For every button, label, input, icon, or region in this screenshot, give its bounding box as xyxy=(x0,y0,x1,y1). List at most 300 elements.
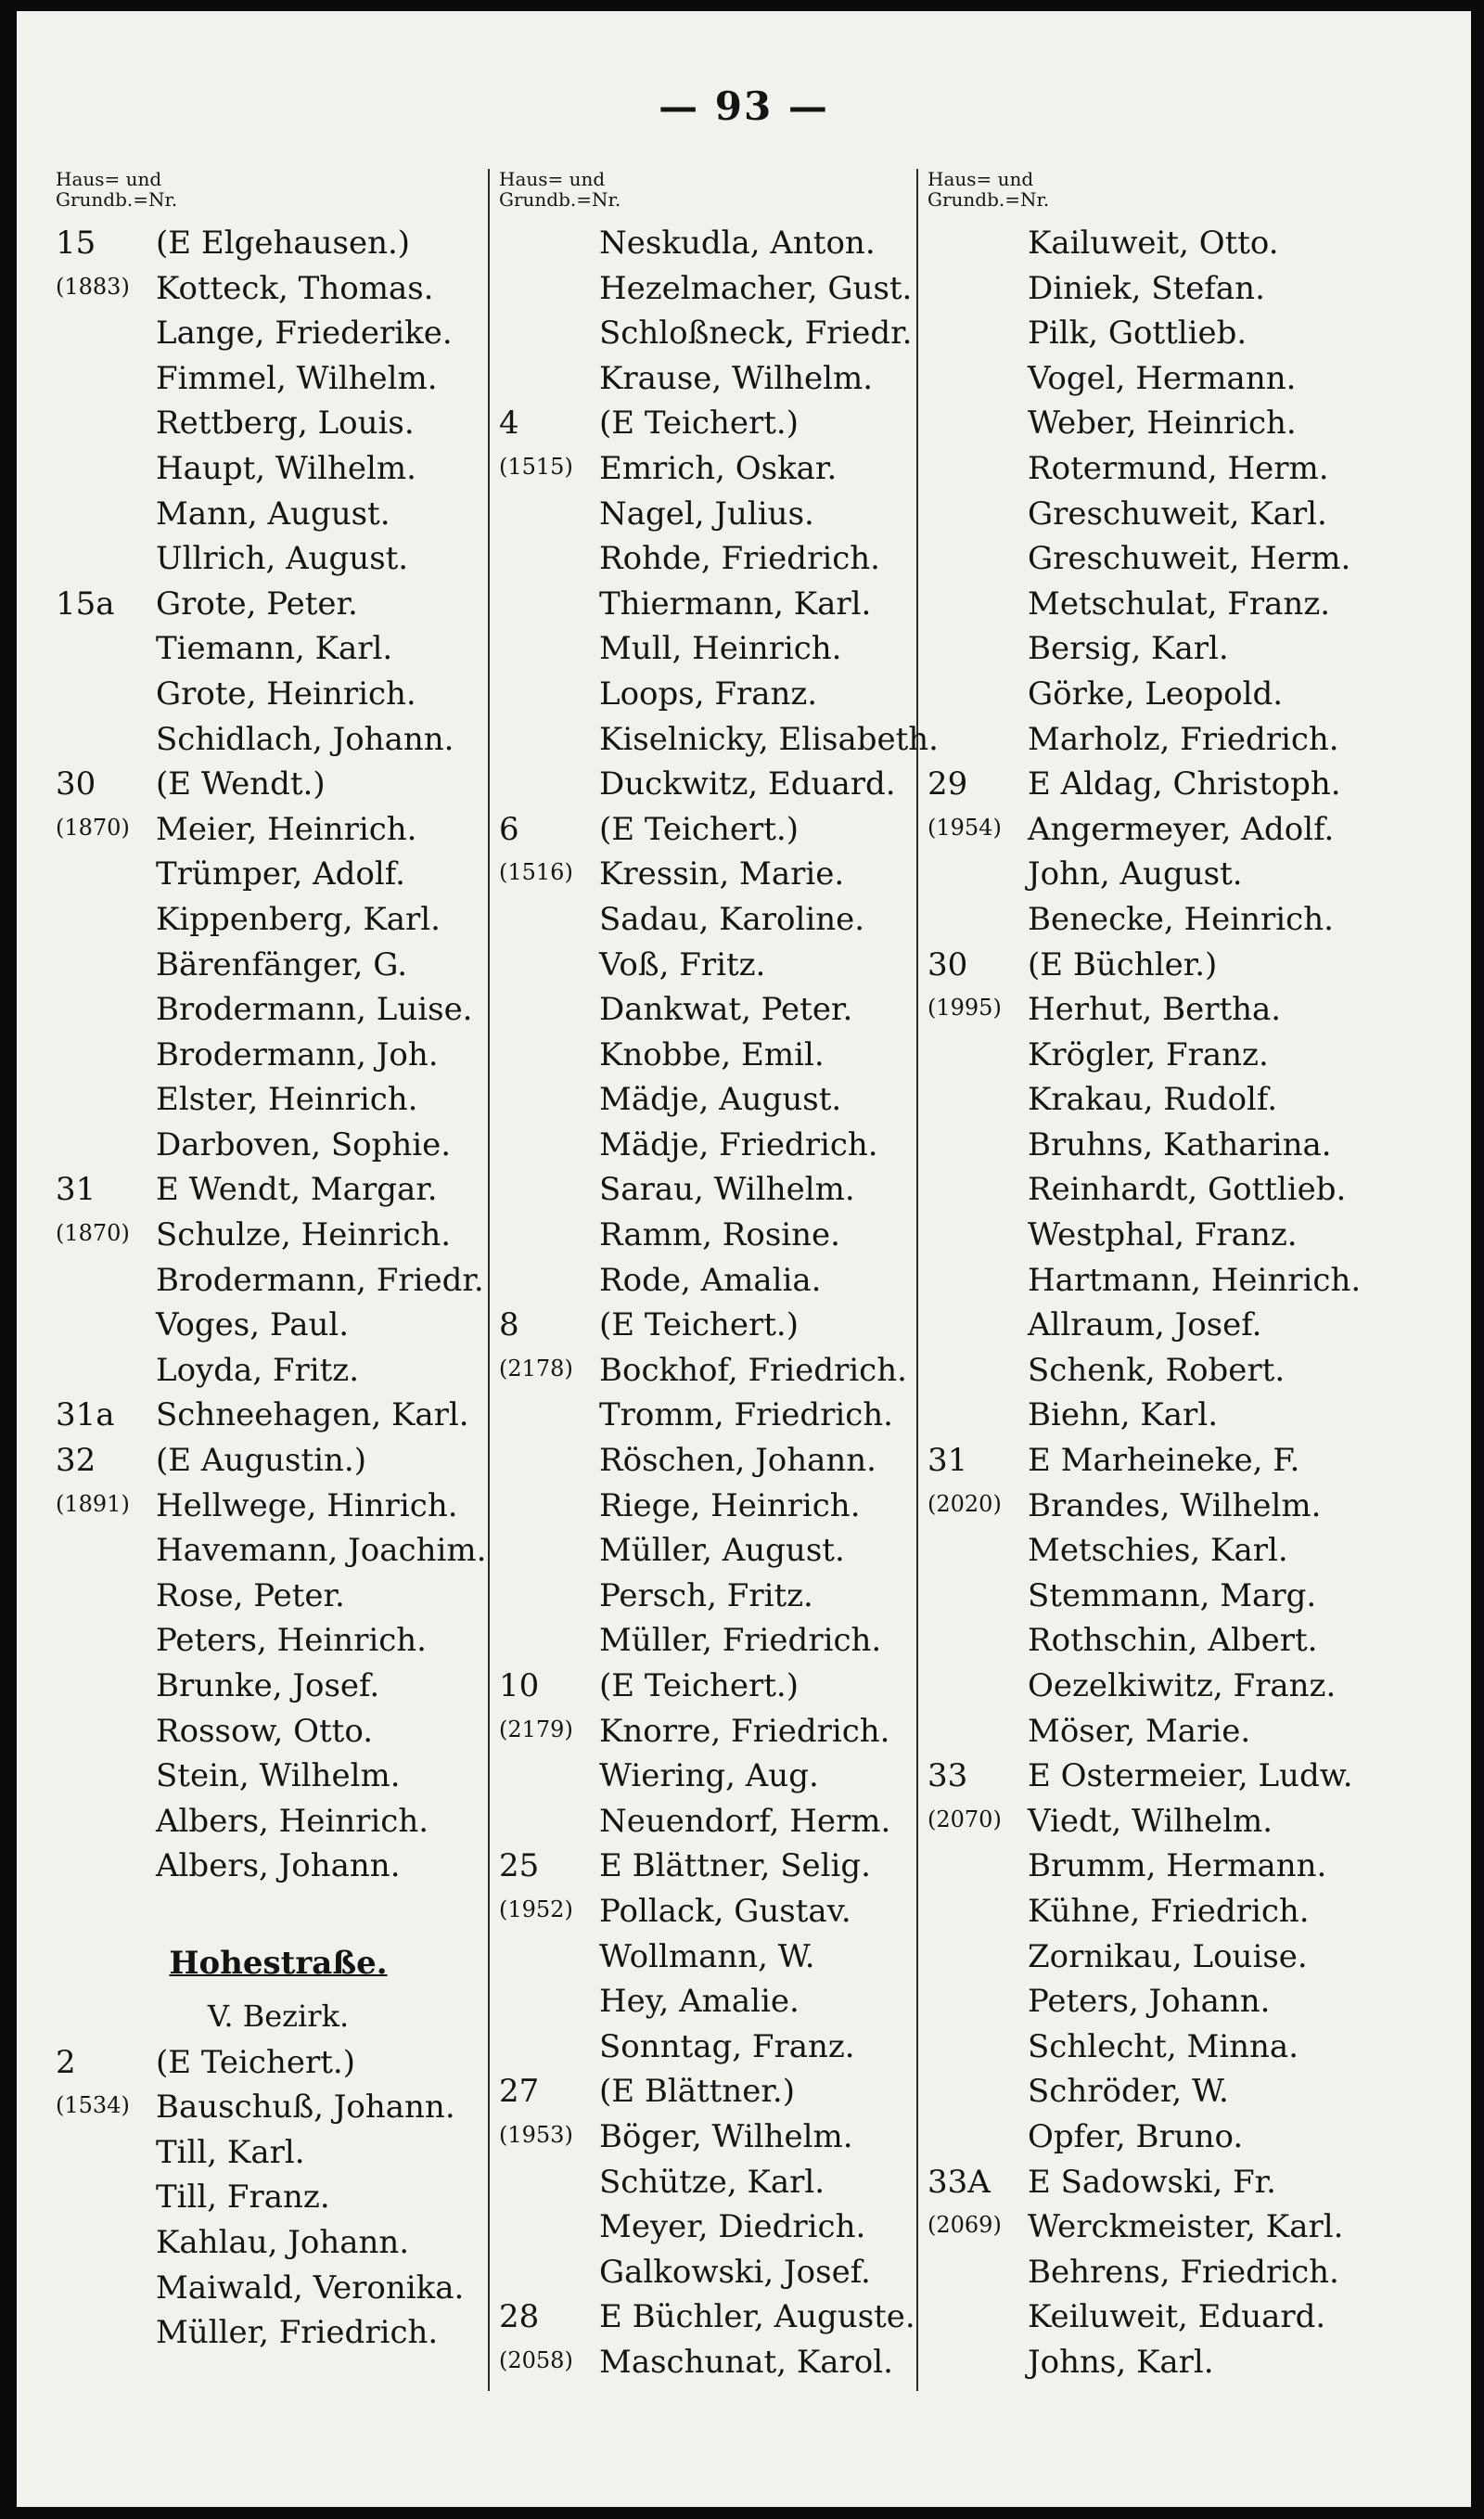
resident-name: Keiluweit, Eduard. xyxy=(1028,2298,1326,2336)
house-number: 33A xyxy=(928,2163,991,2201)
resident-name: Brodermann, Joh. xyxy=(156,1035,439,1073)
list-item xyxy=(499,672,944,717)
resident-name: Ullrich, August. xyxy=(156,540,409,578)
resident-name: Lange, Friederike. xyxy=(156,315,453,353)
resident-name: (E Büchler.) xyxy=(1028,945,1218,983)
column-header-line: Grundb.=Nr. xyxy=(499,188,621,211)
list-item xyxy=(56,1167,501,1213)
list-item xyxy=(928,2160,1410,2205)
list-item xyxy=(499,401,944,446)
list-item xyxy=(928,2250,1410,2295)
house-number: 2 xyxy=(56,2043,76,2081)
list-item xyxy=(928,1393,1410,1438)
resident-name: Müller, August. xyxy=(599,1532,845,1570)
list-item xyxy=(928,446,1410,492)
resident-name: Galkowski, Josef. xyxy=(599,2253,871,2291)
resident-name: (E Teichert.) xyxy=(156,2043,355,2081)
resident-name: Schneehagen, Karl. xyxy=(156,1396,469,1434)
resident-name: Hartmann, Heinrich. xyxy=(1028,1261,1362,1299)
list-item xyxy=(499,1889,944,1934)
list-item xyxy=(499,446,944,492)
list-item xyxy=(928,266,1410,312)
list-item xyxy=(928,1033,1410,1078)
resident-name: Krause, Wilhelm. xyxy=(599,359,874,397)
list-item xyxy=(56,1484,501,1529)
list-item xyxy=(56,852,501,897)
resident-name: Neuendorf, Herm. xyxy=(599,1802,891,1840)
list-item xyxy=(928,1799,1410,1844)
list-item xyxy=(499,1213,944,1258)
house-number: (1891) xyxy=(56,1490,130,1517)
list-item xyxy=(928,672,1410,717)
house-number: (2020) xyxy=(928,1490,1002,1517)
list-item xyxy=(928,1348,1410,1394)
resident-name: Thiermann, Karl. xyxy=(599,585,872,623)
resident-name: Voges, Paul. xyxy=(156,1306,350,1344)
list-item xyxy=(928,1213,1410,1258)
house-number: (2069) xyxy=(928,2212,1002,2239)
list-item xyxy=(499,1664,944,1709)
resident-name: John, August. xyxy=(1028,855,1243,893)
resident-name: Werckmeister, Karl. xyxy=(1028,2208,1344,2246)
list-item xyxy=(499,311,944,356)
house-number: (2178) xyxy=(499,1355,573,1382)
resident-name: Rotermund, Herm. xyxy=(1028,449,1329,487)
resident-name: Vogel, Hermann. xyxy=(1028,359,1297,397)
resident-name: Krögler, Franz. xyxy=(1028,1035,1269,1073)
list-item xyxy=(928,1528,1410,1574)
list-item xyxy=(499,1303,944,1348)
list-item xyxy=(56,1438,501,1484)
list-item xyxy=(928,1258,1410,1304)
list-item xyxy=(928,1934,1410,1980)
house-number: 15 xyxy=(56,225,96,262)
list-item xyxy=(499,1934,944,1980)
list-item xyxy=(499,582,944,627)
resident-name: Stein, Wilhelm. xyxy=(156,1757,401,1795)
resident-name: Bockhof, Friedrich. xyxy=(599,1351,907,1389)
resident-name: Metschulat, Franz. xyxy=(1028,585,1331,623)
list-item xyxy=(928,1618,1410,1664)
column-1 xyxy=(56,169,501,2356)
list-item xyxy=(56,1303,501,1348)
resident-name: Sadau, Karoline. xyxy=(599,900,865,938)
list-item xyxy=(928,852,1410,897)
resident-name: Krakau, Rudolf. xyxy=(1028,1081,1278,1119)
list-item xyxy=(928,221,1410,266)
resident-name: Röschen, Johann. xyxy=(599,1442,876,1480)
resident-name: Schlecht, Minna. xyxy=(1028,2027,1299,2065)
resident-name: Bauschuß, Johann. xyxy=(156,2088,455,2127)
resident-name: Darboven, Sophie. xyxy=(156,1125,452,1163)
list-item xyxy=(928,987,1410,1033)
list-item xyxy=(56,221,501,266)
list-item xyxy=(499,1033,944,1078)
resident-name: Kailuweit, Otto. xyxy=(1028,225,1279,262)
house-number: (1954) xyxy=(928,814,1002,841)
list-item xyxy=(928,1979,1410,2024)
list-item xyxy=(56,582,501,627)
resident-name: Emrich, Oskar. xyxy=(599,449,838,487)
house-number: 10 xyxy=(499,1667,540,1704)
list-item xyxy=(56,1213,501,1258)
resident-name: Zornikau, Louise. xyxy=(1028,1937,1308,1975)
house-number: 8 xyxy=(499,1306,519,1344)
resident-name: Albers, Johann. xyxy=(156,1847,401,1885)
list-item xyxy=(499,762,944,807)
resident-name: Maschunat, Karol. xyxy=(599,2343,893,2381)
resident-name: (E Teichert.) xyxy=(599,1667,799,1704)
resident-name: Rode, Amalia. xyxy=(599,1261,822,1299)
resident-name: Peters, Johann. xyxy=(1028,1983,1271,2021)
district-label: V. Bezirk. xyxy=(207,1998,350,2034)
resident-name: E Wendt, Margar. xyxy=(156,1171,438,1209)
resident-name: Schidlach, Johann. xyxy=(156,720,454,758)
resident-name: Duckwitz, Eduard. xyxy=(599,765,896,803)
list-item xyxy=(56,2040,501,2086)
house-number: (1515) xyxy=(499,453,573,480)
house-number: 4 xyxy=(499,405,519,443)
list-item xyxy=(56,1754,501,1799)
resident-name: Mull, Heinrich. xyxy=(599,630,842,668)
list-item xyxy=(56,2130,501,2176)
list-item xyxy=(499,626,944,672)
list-item xyxy=(928,2204,1410,2250)
house-number: (1870) xyxy=(56,1220,130,1247)
resident-name: Benecke, Heinrich. xyxy=(1028,900,1334,938)
resident-name: Mädje, August. xyxy=(599,1081,842,1119)
resident-name: Rohde, Friedrich. xyxy=(599,540,880,578)
column-header-line: Haus= und xyxy=(499,168,606,190)
list-item xyxy=(499,536,944,582)
resident-name: Loops, Franz. xyxy=(599,675,818,713)
house-number: 31 xyxy=(56,1171,96,1209)
list-item xyxy=(499,1618,944,1664)
list-item xyxy=(499,717,944,763)
list-item xyxy=(928,1754,1410,1799)
list-item xyxy=(56,943,501,988)
list-item xyxy=(928,1303,1410,1348)
list-item xyxy=(499,1709,944,1754)
resident-name: Weber, Heinrich. xyxy=(1028,405,1297,443)
list-item xyxy=(928,2294,1410,2340)
house-number: (2179) xyxy=(499,1716,573,1742)
resident-name: Angermeyer, Adolf. xyxy=(1028,810,1335,848)
list-item xyxy=(499,943,944,988)
resident-name: Johns, Karl. xyxy=(1028,2343,1214,2381)
resident-name: Schröder, W. xyxy=(1028,2073,1229,2111)
resident-name: Mädje, Friedrich. xyxy=(599,1125,878,1163)
resident-name: Reinhardt, Gottlieb. xyxy=(1028,1171,1347,1209)
house-number: (1953) xyxy=(499,2121,573,2148)
house-number: 32 xyxy=(56,1442,96,1480)
house-number: (1883) xyxy=(56,273,130,300)
resident-name: Tromm, Friedrich. xyxy=(599,1396,893,1434)
list-item xyxy=(928,2114,1410,2160)
resident-name: (E Teichert.) xyxy=(599,405,799,443)
house-number: (2070) xyxy=(928,1806,1002,1832)
column-header xyxy=(499,169,944,221)
house-number: 25 xyxy=(499,1847,540,1885)
resident-name: Viedt, Wilhelm. xyxy=(1028,1802,1273,1840)
list-item xyxy=(499,1438,944,1484)
resident-name: E Sadowski, Fr. xyxy=(1028,2163,1276,2201)
list-item xyxy=(928,807,1410,853)
resident-name: E Blättner, Selig. xyxy=(599,1847,871,1885)
resident-name: E Aldag, Christoph. xyxy=(1028,765,1341,803)
list-item xyxy=(56,2266,501,2311)
column-header-line: Grundb.=Nr. xyxy=(56,188,178,211)
resident-name: Schulze, Heinrich. xyxy=(156,1216,452,1254)
resident-name: Westphal, Franz. xyxy=(1028,1216,1298,1254)
house-number: 31a xyxy=(56,1396,115,1434)
resident-name: Wiering, Aug. xyxy=(599,1757,819,1795)
list-item xyxy=(928,1889,1410,1934)
resident-name: Möser, Marie. xyxy=(1028,1712,1251,1750)
resident-name: Voß, Fritz. xyxy=(599,945,766,983)
list-item xyxy=(928,582,1410,627)
list-item xyxy=(928,536,1410,582)
resident-name: Loyda, Fritz. xyxy=(156,1351,360,1389)
list-item xyxy=(56,1709,501,1754)
resident-name: Kiselnicky, Elisabeth. xyxy=(599,720,939,758)
resident-name: Bruhns, Katharina. xyxy=(1028,1125,1332,1163)
list-item xyxy=(499,2294,944,2340)
resident-name: Peters, Heinrich. xyxy=(156,1622,427,1660)
resident-name: Ramm, Rosine. xyxy=(599,1216,840,1254)
list-item xyxy=(56,1077,501,1123)
resident-name: Meyer, Diedrich. xyxy=(599,2208,866,2246)
list-item xyxy=(499,1799,944,1844)
resident-name: Brunke, Josef. xyxy=(156,1667,380,1704)
resident-name: Brodermann, Friedr. xyxy=(156,1261,484,1299)
list-item xyxy=(56,1123,501,1168)
list-item xyxy=(56,672,501,717)
list-item xyxy=(499,1258,944,1304)
house-number: 30 xyxy=(56,765,96,803)
list-item xyxy=(499,1754,944,1799)
list-item xyxy=(56,897,501,943)
list-item xyxy=(928,1438,1410,1484)
list-item xyxy=(499,1528,944,1574)
list-item xyxy=(928,311,1410,356)
resident-name: Persch, Fritz. xyxy=(599,1576,813,1614)
resident-name: Schütze, Karl. xyxy=(599,2163,825,2201)
house-number: 31 xyxy=(928,1442,968,1480)
list-item xyxy=(499,1574,944,1619)
list-item xyxy=(56,717,501,763)
resident-name: Rose, Peter. xyxy=(156,1576,345,1614)
list-item xyxy=(499,1348,944,1394)
list-item xyxy=(56,356,501,402)
resident-name: Brandes, Wilhelm. xyxy=(1028,1486,1322,1524)
list-item xyxy=(928,2024,1410,2070)
list-item xyxy=(499,2114,944,2160)
column-header-line: Haus= und xyxy=(56,168,162,190)
resident-name: Stemmann, Marg. xyxy=(1028,1576,1317,1614)
resident-name: Nagel, Julius. xyxy=(599,495,814,533)
resident-name: (E Blättner.) xyxy=(599,2073,795,2111)
page-number: — 93 — xyxy=(659,84,829,129)
list-item xyxy=(928,1123,1410,1168)
list-item xyxy=(499,807,944,853)
list-item xyxy=(928,1574,1410,1619)
resident-name: Kahlau, Johann. xyxy=(156,2223,410,2261)
column-3 xyxy=(928,169,1410,2385)
list-item xyxy=(928,626,1410,672)
list-item xyxy=(499,1393,944,1438)
resident-name: Müller, Friedrich. xyxy=(156,2314,439,2352)
resident-name: (E Wendt.) xyxy=(156,765,326,803)
resident-name: Albers, Heinrich. xyxy=(156,1802,429,1840)
list-item xyxy=(56,626,501,672)
list-item xyxy=(499,2204,944,2250)
list-item xyxy=(928,897,1410,943)
list-item xyxy=(56,1664,501,1709)
list-item xyxy=(928,2069,1410,2114)
resident-name: Bärenfänger, G. xyxy=(156,945,408,983)
list-item xyxy=(499,1979,944,2024)
list-item xyxy=(928,356,1410,402)
resident-name: Brodermann, Luise. xyxy=(156,991,473,1029)
list-item xyxy=(56,807,501,853)
list-item xyxy=(56,2175,501,2220)
list-item xyxy=(56,311,501,356)
house-number: 29 xyxy=(928,765,968,803)
list-item xyxy=(499,1167,944,1213)
resident-name: Meier, Heinrich. xyxy=(156,810,417,848)
list-item xyxy=(56,492,501,537)
resident-name: Pilk, Gottlieb. xyxy=(1028,315,1247,353)
list-item xyxy=(928,943,1410,988)
resident-name: Grote, Heinrich. xyxy=(156,675,416,713)
resident-name: Müller, Friedrich. xyxy=(599,1622,882,1660)
list-item xyxy=(56,536,501,582)
resident-name: Diniek, Stefan. xyxy=(1028,269,1265,307)
list-item xyxy=(56,1393,501,1438)
resident-name: Kippenberg, Karl. xyxy=(156,900,441,938)
resident-name: Wollmann, W. xyxy=(599,1937,815,1975)
list-item xyxy=(499,1844,944,1889)
resident-name: Behrens, Friedrich. xyxy=(1028,2253,1339,2291)
column-header-line: Haus= und xyxy=(928,168,1034,190)
list-item xyxy=(499,2250,944,2295)
column-2 xyxy=(499,169,944,2385)
house-number: 6 xyxy=(499,810,519,848)
list-item xyxy=(56,1258,501,1304)
column-header xyxy=(928,169,1410,221)
resident-name: Tiemann, Karl. xyxy=(156,630,393,668)
resident-name: Rothschin, Albert. xyxy=(1028,1622,1318,1660)
resident-name: Dankwat, Peter. xyxy=(599,991,853,1029)
resident-name: Oezelkiwitz, Franz. xyxy=(1028,1667,1337,1704)
resident-name: Sonntag, Franz. xyxy=(599,2027,855,2065)
house-number: 28 xyxy=(499,2298,540,2336)
house-number: (1516) xyxy=(499,859,573,886)
list-item xyxy=(499,852,944,897)
resident-name: Bersig, Karl. xyxy=(1028,630,1229,668)
resident-name: (E Teichert.) xyxy=(599,1306,799,1344)
resident-name: Fimmel, Wilhelm. xyxy=(156,359,438,397)
house-number: (1534) xyxy=(56,2092,130,2119)
house-number: 33 xyxy=(928,1757,968,1795)
list-item xyxy=(56,1799,501,1844)
resident-name: Hezelmacher, Gust. xyxy=(599,269,913,307)
list-item xyxy=(56,1348,501,1394)
list-item xyxy=(928,717,1410,763)
resident-name: (E Teichert.) xyxy=(599,810,799,848)
list-item xyxy=(499,266,944,312)
list-item xyxy=(499,356,944,402)
list-item xyxy=(56,1528,501,1574)
list-item xyxy=(928,1844,1410,1889)
resident-name: (E Augustin.) xyxy=(156,1442,366,1480)
resident-name: Elster, Heinrich. xyxy=(156,1081,418,1119)
list-item xyxy=(56,2310,501,2356)
resident-name: (E Elgehausen.) xyxy=(156,225,411,262)
list-item xyxy=(499,1484,944,1529)
resident-name: Haupt, Wilhelm. xyxy=(156,449,416,487)
list-item xyxy=(56,1033,501,1078)
house-number: (1870) xyxy=(56,814,130,841)
list-item xyxy=(928,1709,1410,1754)
resident-name: Till, Karl. xyxy=(156,2133,305,2171)
resident-name: Knorre, Friedrich. xyxy=(599,1712,890,1750)
column-header xyxy=(56,169,501,221)
resident-name: Trümper, Adolf. xyxy=(156,855,405,893)
house-number: (1995) xyxy=(928,995,1002,1022)
resident-name: Brumm, Hermann. xyxy=(1028,1847,1327,1885)
resident-name: Kühne, Friedrich. xyxy=(1028,1892,1310,1930)
list-item xyxy=(56,762,501,807)
resident-name: Metschies, Karl. xyxy=(1028,1532,1288,1570)
list-item xyxy=(928,1664,1410,1709)
list-item xyxy=(499,1123,944,1168)
street-heading: Hohestraße. xyxy=(169,1944,388,1982)
resident-name: Hey, Amalie. xyxy=(599,1983,800,2021)
resident-name: Böger, Wilhelm. xyxy=(599,2117,853,2155)
resident-name: Pollack, Gustav. xyxy=(599,1892,851,1930)
column-header-line: Grundb.=Nr. xyxy=(928,188,1050,211)
resident-name: Knobbe, Emil. xyxy=(599,1035,825,1073)
list-item xyxy=(499,2160,944,2205)
list-item xyxy=(56,266,501,312)
house-number: 30 xyxy=(928,945,968,983)
list-item xyxy=(56,1618,501,1664)
list-item xyxy=(928,1077,1410,1123)
resident-name: Havemann, Joachim. xyxy=(156,1532,487,1570)
house-number: 15a xyxy=(56,585,115,623)
list-item xyxy=(928,1167,1410,1213)
resident-name: Grote, Peter. xyxy=(156,585,358,623)
list-item xyxy=(499,492,944,537)
list-item xyxy=(499,2024,944,2070)
list-item xyxy=(56,401,501,446)
resident-name: Schenk, Robert. xyxy=(1028,1351,1286,1389)
resident-name: Görke, Leopold. xyxy=(1028,675,1284,713)
resident-name: Sarau, Wilhelm. xyxy=(599,1171,855,1209)
resident-name: Allraum, Josef. xyxy=(1028,1306,1262,1344)
resident-name: Marholz, Friedrich. xyxy=(1028,720,1339,758)
list-item xyxy=(499,2340,944,2385)
list-item xyxy=(56,987,501,1033)
resident-name: Greschuweit, Karl. xyxy=(1028,495,1327,533)
list-item xyxy=(499,1077,944,1123)
list-item xyxy=(56,2085,501,2130)
resident-name: Mann, August. xyxy=(156,495,390,533)
resident-name: Greschuweit, Herm. xyxy=(1028,540,1351,578)
list-item xyxy=(928,492,1410,537)
